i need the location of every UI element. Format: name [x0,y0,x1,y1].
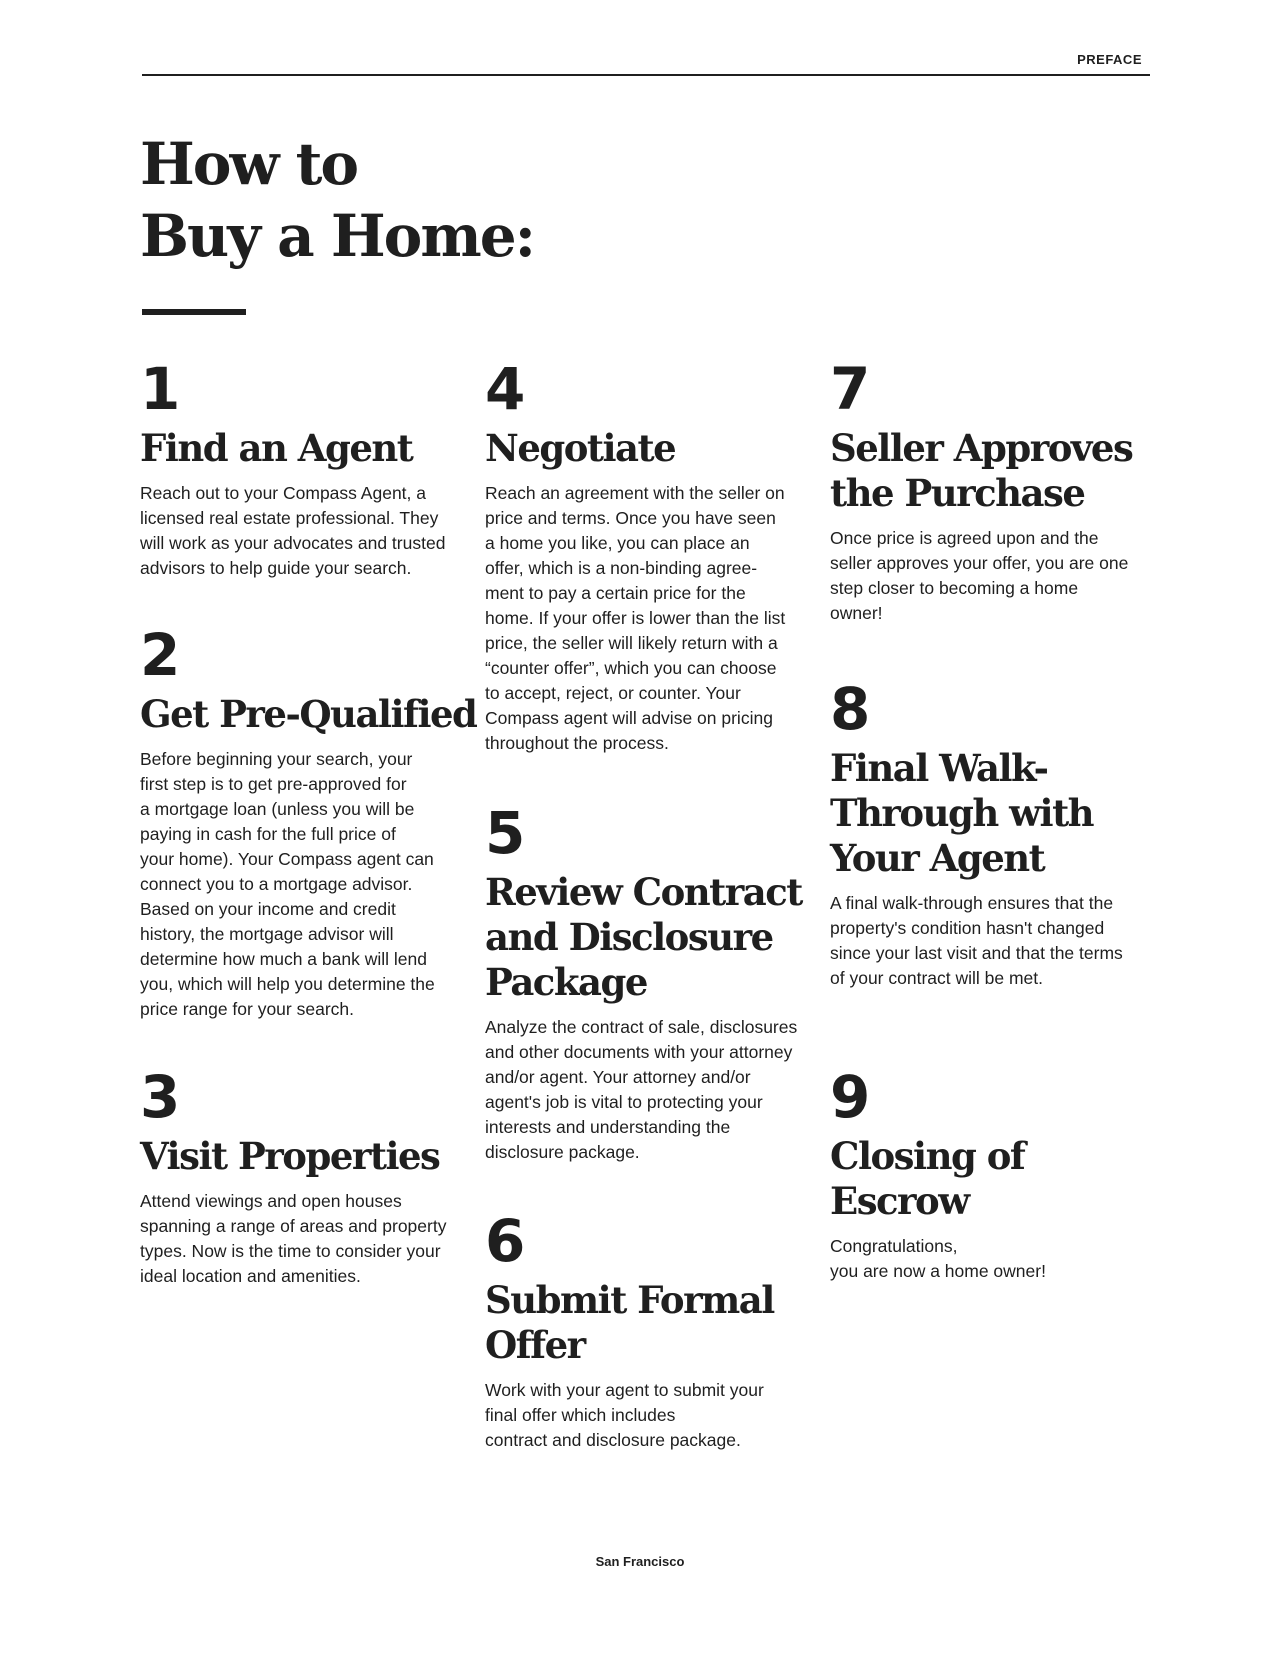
page-title-line-2: Buy a Home: [140,202,535,270]
step-title: Review Contract and Disclosure Package [485,870,802,1004]
step-description: Analyze the contract of sale, disclosures and other documents with your attorney and/or agent. Your attorney and/or agent's job is vital to protecting your interests and understanding the disclosure package. [485,1017,798,1162]
step-title: Submit Formal Offer [485,1278,774,1367]
step-number: 7 [830,355,870,423]
step-3 [140,1063,480,1289]
step-number: 3 [140,1063,180,1131]
step-description: Reach an agreement with the seller on price and terms. Once you have seen a home you like, you can place an offer, which is a non-binding agree- ment to pay a certain price for the home. If your offer is lower than the list price, the seller will likely return with a “counter offer”, which you can choose to accept, reject, or counter. Your Compass agent will advise on pricing throughout the process. [485,483,786,753]
page-title-line-1: How to [140,130,358,198]
step-description: A final walk-through ensures that the property's condition hasn't changed since your last visit and that the terms of your contract will be met. [830,893,1123,988]
step-title: Get Pre-Qualified [140,692,477,736]
step-title: Final Walk- Through with Your Agent [830,746,1094,880]
step-number: 4 [485,355,525,423]
step-description: Once price is agreed upon and the seller approves your offer, you are one step closer to becoming a home owner! [830,528,1129,623]
step-description: Reach out to your Compass Agent, a licensed real estate professional. They will work as your advocates and trusted advisors to help guide your search. [140,483,446,578]
page-title [140,128,534,272]
step-title: Closing of Escrow [830,1134,1025,1223]
step-number: 5 [485,799,525,867]
step-number: 2 [140,621,180,689]
step-description: Before beginning your search, your first step is to get pre-approved for a mortgage loan (unless you will be paying in cash for the full price of your home). Your Compass agent can connect you to a mortgage advisor. Based on your income and credit history, the mortgage advisor will determine how much a bank will lend you, which will help you determine the price range for your search. [140,749,435,1019]
step-8 [830,675,1170,991]
title-underline [142,309,246,315]
step-title: Visit Properties [140,1134,440,1178]
step-number: 6 [485,1207,525,1275]
step-number: 9 [830,1063,870,1131]
footer-location: San Francisco [595,1554,685,1569]
step-5 [485,799,825,1165]
step-title: Seller Approves the Purchase [830,426,1133,515]
step-description: Work with your agent to submit your final offer which includes contract and disclosure package. [485,1380,764,1450]
step-number: 1 [140,355,180,423]
step-4 [485,355,825,756]
step-2 [140,621,480,1022]
step-title: Find an Agent [140,426,413,470]
header-divider [142,74,1150,76]
section-label: PREFACE [1077,52,1142,67]
step-6 [485,1207,825,1453]
step-title: Negotiate [485,426,676,470]
step-7 [830,355,1170,626]
step-1 [140,355,480,581]
step-description: Attend viewings and open houses spanning a range of areas and property types. Now is the time to consider your ideal location and amenities. [140,1191,447,1286]
step-9 [830,1063,1170,1284]
step-number: 8 [830,675,870,743]
step-description: Congratulations, you are now a home owner! [830,1236,1046,1281]
